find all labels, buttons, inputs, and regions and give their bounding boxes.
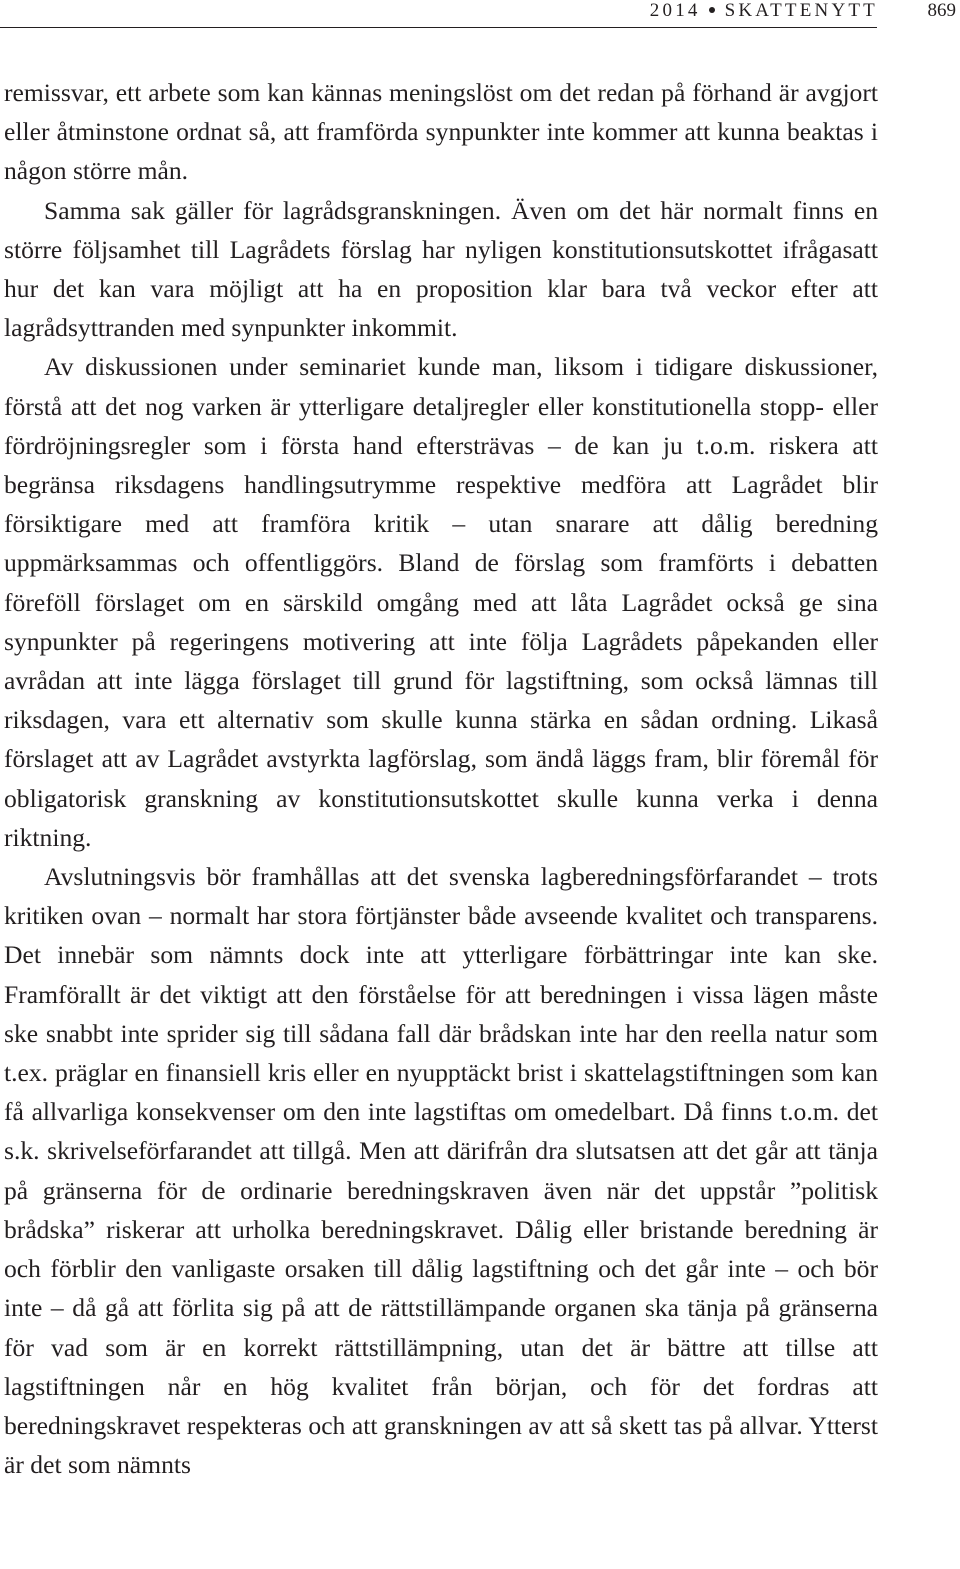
paragraph-avslutning: Avslutningsvis bör framhållas att det svenska lagberedningsförfarandet – trots kritiken ovan – normalt har stora förtjänster både avseende kvalitet och transparens. Det innebär som nämnts dock inte att ytterligare förbättringar inte kan ske. Framförallt är det viktigt att den förståelse för att beredningen i vissa lägen måste ske snabbt inte sprider sig till sådana fall där brådskan inte har den reella natur som t.ex. präglar en finansiell kris eller en nyupptäckt brist i skattelagstiftningen som kan få allvarliga konsekvenser om den inte lagstiftas om omedelbart. Då finns t.o.m. det s.k. skrivelseförfarandet att tillgå. Men att därifrån dra slutsatsen att det går att tänja på gränserna för de ordinarie beredningskraven även när det uppstår ”politisk brådska” riskerar att urholka beredningskravet. Dålig eller bristande beredning är och förblir den vanligaste orsaken till dålig lagstiftning och det går inte – och bör inte – då gå att förlita sig på att de rättstillämpande organen ska tänja på gränserna för vad som är en korrekt rättstillämpning, utan det är bättre att tillse att lagstiftningen når en hög kvalitet från början, och för det fordras att beredningskravet respekteras och att granskningen av att så skett tas på allvar. Ytterst är det som nämnts [4,862,878,1480]
running-head-year: 2014 [649,0,701,21]
article-body [4,73,878,1484]
separator-dot-icon [709,7,715,13]
running-head-journal: SKATTENYTT [724,0,878,21]
page-header [0,0,960,28]
paragraph-continued: remissvar, ett arbete som kan kännas meningslöst om det redan på förhand är avgjort eller åtminstone ordnat så, att framförda synpunkter inte kommer att kunna beaktas i någon större mån. [4,78,878,186]
page-number: 869 [927,0,956,21]
paragraph-lagradsgranskning: Samma sak gäller för lagrådsgranskningen. Även om det här normalt finns en större följsamhet till Lagrådets förslag har nyligen konstitutionsutskottet ifrågasatt hur det kan vara möjligt att ha en proposition klar bara två veckor efter att lagrådsyttranden med synpunkter inkommit. [4,195,878,343]
header-rule [0,27,877,28]
paragraph-seminarium: Av diskussionen under seminariet kunde man, liksom i tidigare diskussioner, förstå att det nog varken är ytterligare detaljregler eller konstitutionella stopp- eller fördröjningsregler som i första hand eftersträvas – de kan ju t.o.m. riskera att begränsa riksdagens handlingsutrymme respektive medföra att Lagrådet blir försiktigare med att framföra kritik – utan snarare att dålig beredning uppmärksammas och offentliggörs. Bland de förslag som framförts i debatten föreföll förslaget om en särskild omgång med att låta Lagrådet också ge sina synpunkter på regeringens motivering att inte följa Lagrådets påpekanden eller avrådan att inte lägga förslaget till grund för lagstiftning, som också lämnas till riksdagen, vara ett alternativ som skulle kunna stärka en sådan ordning. Likaså förslaget att av Lagrådet avstyrkta lagförslag, som ändå läggs fram, blir föremål för obligatorisk granskning av konstitutionsutskottet skulle kunna verka i denna riktning. [4,352,878,852]
running-head [650,0,878,22]
